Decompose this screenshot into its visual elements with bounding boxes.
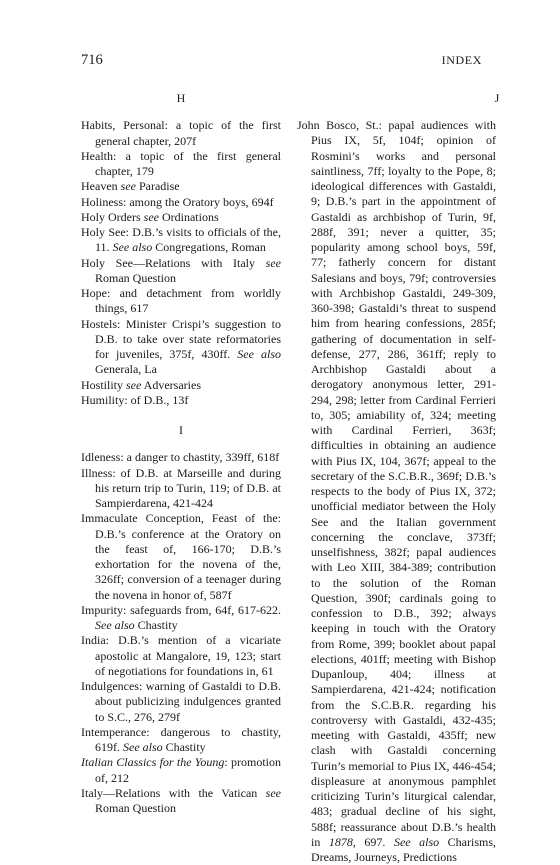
index-entry: Hostels: Minister Crispi’s suggestion to D.B. to take over state reformatories for juveniles, 375f, 430ff. See also Generala, La — [81, 316, 282, 377]
index-entry: Holy See: D.B.’s visits to officials of the, 11. See also Congregations, Roman — [81, 225, 281, 255]
index-entry-john-bosco: John Bosco, St.: papal audiences with Pius IX, 5f, 104f; opinion of Rosmini’s works and personal saintliness, 7ff; loyalty to the Pope, 8; ideological differences with Gastaldi, 9; D.B.’s part in the appointment of Gastaldi as archbishop of Turin, 9f, 288f, 391; never a quitter, 35; popularity among school boys, 59f, 77; fatherly concern for distant Salesians and boys, 79f; controversies with Archbishop Gastaldi, 249-309, 360-398; Gastaldi’s threat to suspend him from hearing confessions, 285f; gathering of documentation in self-defense, 277, 286, 361ff; reply to Archbishop Gastaldi about a derogatory anonymous letter, 291-294, 298; letter from Cardinal Ferrieri to, 305; amiability of, 324; meeting with Cardinal Ferrieri, 363f; difficulties in obtaining an audience with Pius IX, 104, 367f; appeal to the secretary of the S.C.B.R., 369f; D.B.’s respects to the body of Pius IX, 372; unofficial mediator between the Holy See and the Italian government concerning the conclave, 373ff; unselfishness, 382f; papal audiences with Leo XIII, 384-389; contribution to the solution of the Roman Question, 390f; cardinals going to confession to D.B., 392; always keeping in touch with the Oratory from Rome, 399; booklet about papal elections, 401ff; meeting with Bishop Dupanloup, 404; illness at Sampierdarena, 421-424; notification from the S.C.B.R. regarding his controversy with Gastaldi, 432-435; meeting with Gastaldi, 435ff; new clash with Gastaldi concerning Turin’s memorial to Pius IX, 446-454; displeasure at anonymous pamphlet criticizing Turin’s liturgical calendar, 483; gradual decline of his sight, 588f; reassurance about D.B.’s health in 1878, 697. See also Charisms, Dreams, Journeys, Predictions — [297, 118, 496, 864]
index-entry: Humility: of D.B., 13f — [81, 392, 189, 407]
index-entry: Idleness: a danger to chastity, 339ff, 618f — [81, 450, 280, 465]
index-entry: India: D.B.’s mention of a vicariate apostolic at Mangalore, 19, 123; start of negotiations for foundations in, 61 — [81, 633, 281, 678]
index-entry: Heaven see Paradise — [81, 179, 180, 194]
left-column — [81, 91, 281, 816]
section-h-entries — [81, 118, 281, 408]
index-entry: Holiness: among the Oratory boys, 694f — [81, 194, 274, 209]
index-entry: Illness: of D.B. at Marseille and during his return trip to Turin, 119; of D.B. at Sampierdarena, 421-424 — [81, 465, 281, 510]
section-i-entries — [81, 450, 281, 816]
index-entry: Indulgences: warning of Gastaldi to D.B. about publicizing indulgences granted to S.C., 276, 279f — [81, 679, 281, 724]
index-entry: Holy See—Relations with Italy see Roman Question — [81, 255, 281, 285]
index-entry: Italian Classics for the Young: promotion of, 212 — [81, 755, 281, 785]
running-title: INDEX — [441, 53, 482, 67]
index-entry: Habits, Personal: a topic of the first general chapter, 207f — [81, 118, 281, 148]
index-entry: Hostility see Adversaries — [81, 377, 201, 392]
right-column — [297, 91, 500, 865]
index-entry: Hope: and detachment from worldly things, 617 — [81, 286, 281, 316]
index-entry: Intemperance: dangerous to chastity, 619f. See also Chastity — [81, 724, 281, 754]
section-letter-j: J — [494, 91, 500, 105]
index-entry: Holy Orders see Ordinations — [81, 209, 219, 224]
section-letter-h: H — [176, 91, 186, 105]
index-entry: Italy—Relations with the Vatican see Roman Question — [81, 785, 281, 815]
page-number: 716 — [81, 52, 103, 68]
section-j-entries — [297, 118, 496, 865]
index-entry: Immaculate Conception, Feast of the: D.B.’s conference at the Oratory on the feast of, 166-170; D.B.’s exhortation for the novena of the, 326ff; conversion of a teenager during the novena in honor of, 587f — [81, 511, 281, 602]
section-letter-i: I — [179, 423, 183, 437]
index-entry: Health: a topic of the first general chapter, 179 — [81, 148, 281, 178]
index-entry: Impurity: safeguards from, 64f, 617-622. See also Chastity — [81, 602, 281, 632]
